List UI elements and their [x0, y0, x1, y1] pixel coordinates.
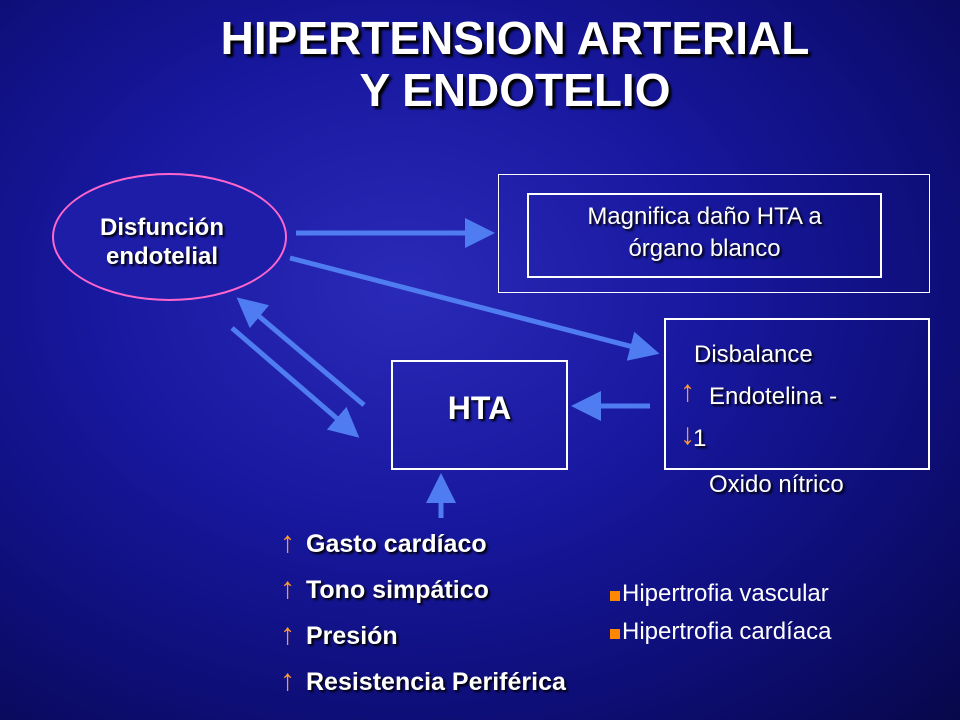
consequence-label: Hipertrofia vascular — [622, 580, 829, 607]
factor-label: Gasto cardíaco — [306, 530, 487, 558]
disfuncion-line-2: endotelial — [105, 243, 219, 270]
factor-label: Presión — [306, 622, 398, 650]
title-line-2: Y ENDOTELIO — [359, 64, 671, 116]
magnifica-label — [527, 201, 882, 265]
factor-label: Tono simpático — [306, 576, 489, 604]
up-arrow-icon: ↑ — [280, 526, 295, 559]
disfuncion-line-1: Disfunción — [100, 214, 224, 241]
up-arrow-icon: ↑ — [680, 375, 695, 408]
disbalance-line-2: Endotelina - — [709, 383, 838, 410]
magnifica-line-2: órgano blanco — [628, 235, 781, 262]
down-arrow-icon: ↓ — [680, 418, 695, 451]
square-bullet-icon — [610, 629, 620, 639]
disbalance-line-1: Disbalance — [694, 341, 813, 368]
up-arrow-icon: ↑ — [280, 618, 295, 651]
magnifica-line-1: Magnifica daño HTA a — [587, 203, 822, 230]
title-line-1: HIPERTENSION ARTERIAL — [220, 12, 810, 64]
up-arrow-icon: ↑ — [280, 664, 295, 697]
disbalance-line-4: Oxido nítrico — [709, 471, 844, 498]
disbalance-line-3: 1 — [693, 425, 707, 452]
factor-label: Resistencia Periférica — [306, 668, 566, 696]
consequence-label: Hipertrofia cardíaca — [622, 618, 832, 645]
up-arrow-icon: ↑ — [280, 572, 295, 605]
hta-label: HTA — [447, 390, 512, 426]
disfuncion-endotelial-label — [52, 213, 272, 271]
square-bullet-icon — [610, 591, 620, 601]
